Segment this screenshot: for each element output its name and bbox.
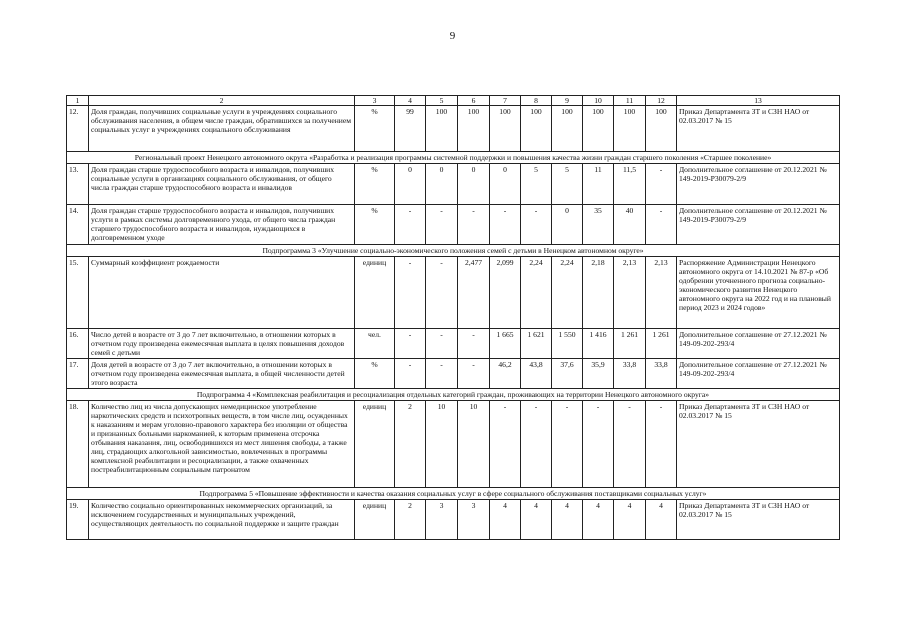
value-cell: - bbox=[583, 401, 614, 488]
unit-cell: единиц bbox=[355, 257, 395, 329]
column-number: 8 bbox=[521, 96, 552, 106]
source-document-cell: Дополнительное соглашение от 20.12.2021 № 149-2019-Р30079-2/9 bbox=[677, 164, 840, 205]
source-document-cell: Дополнительное соглашение от 27.12.2021 № 149-09-202-293/4 bbox=[677, 359, 840, 389]
value-cell: 0 bbox=[552, 205, 583, 245]
value-cell: - bbox=[552, 401, 583, 488]
value-cell: 4 bbox=[490, 500, 521, 540]
value-cell: 46,2 bbox=[490, 359, 521, 389]
value-cell: 2,13 bbox=[614, 257, 646, 329]
value-cell: 3 bbox=[458, 500, 490, 540]
row-number-cell: 12. bbox=[67, 106, 89, 152]
value-cell: - bbox=[521, 401, 552, 488]
table-row bbox=[67, 329, 840, 359]
column-number: 2 bbox=[89, 96, 355, 106]
value-cell: 100 bbox=[426, 106, 458, 152]
table-row bbox=[67, 401, 840, 488]
table-row bbox=[67, 106, 840, 152]
table-header-row bbox=[67, 96, 840, 106]
value-cell: 0 bbox=[458, 164, 490, 205]
value-cell: 33,8 bbox=[646, 359, 677, 389]
value-cell: 100 bbox=[458, 106, 490, 152]
page-number: 9 bbox=[449, 30, 456, 42]
value-cell: - bbox=[458, 359, 490, 389]
section-heading-row bbox=[67, 389, 840, 401]
source-document-cell: Дополнительное соглашение от 20.12.2021 № 149-2019-Р30079-2/9 bbox=[677, 205, 840, 245]
value-cell: 0 bbox=[426, 164, 458, 205]
value-cell: 100 bbox=[646, 106, 677, 152]
value-cell: 3 bbox=[426, 500, 458, 540]
value-cell: 4 bbox=[614, 500, 646, 540]
value-cell: - bbox=[458, 329, 490, 359]
indicator-name-cell: Доля граждан, получивших социальные услуги в учреждениях социального обслуживания населения, в общем числе граждан, обратившихся за получением социальных услуг в учреждениях социального обслуживания bbox=[89, 106, 355, 152]
value-cell: 11 bbox=[583, 164, 614, 205]
value-cell: 100 bbox=[521, 106, 552, 152]
value-cell: 11,5 bbox=[614, 164, 646, 205]
section-heading-row bbox=[67, 488, 840, 500]
unit-cell: % bbox=[355, 359, 395, 389]
section-heading: Региональный проект Ненецкого автономного округа «Разработка и реализация программы системной поддержки и повышения качества жизни граждан старшего поколения «Старшее поколение» bbox=[67, 152, 840, 164]
row-number-cell: 17. bbox=[67, 359, 89, 389]
value-cell: 0 bbox=[395, 164, 426, 205]
indicators-table bbox=[66, 95, 840, 540]
value-cell: - bbox=[426, 329, 458, 359]
row-number-cell: 13. bbox=[67, 164, 89, 205]
value-cell: 10 bbox=[458, 401, 490, 488]
value-cell: 10 bbox=[426, 401, 458, 488]
value-cell: - bbox=[395, 257, 426, 329]
unit-cell: единиц bbox=[355, 500, 395, 540]
value-cell: - bbox=[426, 359, 458, 389]
indicator-name-cell: Количество социально ориентированных некоммерческих организаций, за исключением государственных и муниципальных учреждений, осуществляющих деятельность по социальной поддержке и защите граждан bbox=[89, 500, 355, 540]
unit-cell: % bbox=[355, 106, 395, 152]
value-cell: 2,24 bbox=[521, 257, 552, 329]
source-document-cell: Дополнительное соглашение от 27.12.2021 № 149-09-202-293/4 bbox=[677, 329, 840, 359]
value-cell: 5 bbox=[521, 164, 552, 205]
unit-cell: % bbox=[355, 164, 395, 205]
value-cell: 1 416 bbox=[583, 329, 614, 359]
value-cell: - bbox=[490, 205, 521, 245]
column-number: 12 bbox=[646, 96, 677, 106]
value-cell: - bbox=[426, 205, 458, 245]
value-cell: - bbox=[490, 401, 521, 488]
value-cell: 2,18 bbox=[583, 257, 614, 329]
column-number: 6 bbox=[458, 96, 490, 106]
unit-cell: единиц bbox=[355, 401, 395, 488]
table-row bbox=[67, 359, 840, 389]
section-heading-row bbox=[67, 152, 840, 164]
value-cell: 2,477 bbox=[458, 257, 490, 329]
indicator-name-cell: Доля граждан старше трудоспособного возраста и инвалидов, получивших услуги в рамках системы долговременного ухода, от общего числа граждан старшего трудоспособного возраста и инвалидов, нуждающихся в долговременном уходе bbox=[89, 205, 355, 245]
value-cell: 4 bbox=[583, 500, 614, 540]
unit-cell: чел. bbox=[355, 329, 395, 359]
value-cell: 43,8 bbox=[521, 359, 552, 389]
value-cell: 2,099 bbox=[490, 257, 521, 329]
value-cell: 1 550 bbox=[552, 329, 583, 359]
value-cell: - bbox=[521, 205, 552, 245]
value-cell: 4 bbox=[646, 500, 677, 540]
value-cell: - bbox=[646, 205, 677, 245]
value-cell: - bbox=[646, 164, 677, 205]
column-number: 7 bbox=[490, 96, 521, 106]
column-number: 1 bbox=[67, 96, 89, 106]
value-cell: 40 bbox=[614, 205, 646, 245]
value-cell: 37,6 bbox=[552, 359, 583, 389]
value-cell: 1 261 bbox=[646, 329, 677, 359]
value-cell: - bbox=[395, 205, 426, 245]
column-number: 4 bbox=[395, 96, 426, 106]
value-cell: - bbox=[426, 257, 458, 329]
indicator-name-cell: Доля детей в возрасте от 3 до 7 лет включительно, в отношении которых в отчетном году произведена ежемесячная выплата, в общей численности детей этого возраста bbox=[89, 359, 355, 389]
column-number: 11 bbox=[614, 96, 646, 106]
table-row bbox=[67, 257, 840, 329]
source-document-cell: Приказ Департамента ЗТ и СЗН НАО от 02.03.2017 № 15 bbox=[677, 401, 840, 488]
value-cell: 100 bbox=[583, 106, 614, 152]
value-cell: 1 665 bbox=[490, 329, 521, 359]
value-cell: 1 261 bbox=[614, 329, 646, 359]
row-number-cell: 15. bbox=[67, 257, 89, 329]
table-row bbox=[67, 500, 840, 540]
value-cell: 100 bbox=[490, 106, 521, 152]
value-cell: 35 bbox=[583, 205, 614, 245]
value-cell: 4 bbox=[521, 500, 552, 540]
value-cell: 2 bbox=[395, 500, 426, 540]
value-cell: 99 bbox=[395, 106, 426, 152]
row-number-cell: 18. bbox=[67, 401, 89, 488]
section-heading: Подпрограмма 3 «Улучшение социально-экономического положения семей с детьми в Ненецком автономном округе» bbox=[67, 245, 840, 257]
column-number: 10 bbox=[583, 96, 614, 106]
value-cell: - bbox=[395, 359, 426, 389]
column-number: 5 bbox=[426, 96, 458, 106]
value-cell: 2 bbox=[395, 401, 426, 488]
indicator-name-cell: Количество лиц из числа допускающих немедицинское употребление наркотических средств и психотропных веществ, в том числе лиц, осужденных к наказаниям и мерам уголовно-правового характера без изоляции от общества и признанных больными наркоманией, к которым применена отсрочка отбывания наказания, лиц, освободившихся из мест лишения свободы, а также лиц, страдающих алкогольной зависимостью, вовлеченных в программы комплексной реабилитации и ресоциализации, а также охваченных постреабилитационным социальным патронатом bbox=[89, 401, 355, 488]
value-cell: 1 621 bbox=[521, 329, 552, 359]
section-heading: Подпрограмма 5 «Повышение эффективности и качества оказания социальных услуг в сфере социального обслуживания поставщиками социальных услуг» bbox=[67, 488, 840, 500]
source-document-cell: Приказ Департамента ЗТ и СЗН НАО от 02.03.2017 № 15 bbox=[677, 106, 840, 152]
table-row bbox=[67, 205, 840, 245]
table-row bbox=[67, 164, 840, 205]
source-document-cell: Распоряжение Администрации Ненецкого автономного округа от 14.10.2021 № 87-р «Об одобрении уточненного прогноза социально-экономического развития Ненецкого автономного округа на 2022 год и на плановый период 2023 и 2024 годов» bbox=[677, 257, 840, 329]
value-cell: 5 bbox=[552, 164, 583, 205]
value-cell: 100 bbox=[614, 106, 646, 152]
row-number-cell: 19. bbox=[67, 500, 89, 540]
value-cell: 0 bbox=[490, 164, 521, 205]
column-number: 3 bbox=[355, 96, 395, 106]
value-cell: - bbox=[458, 205, 490, 245]
value-cell: 2,13 bbox=[646, 257, 677, 329]
indicator-name-cell: Доля граждан старше трудоспособного возраста и инвалидов, получивших социальные услуги в организациях социального обслуживания, от общего числа граждан старше трудоспособного возраста и инвалидов bbox=[89, 164, 355, 205]
value-cell: 35,9 bbox=[583, 359, 614, 389]
column-number: 13 bbox=[677, 96, 840, 106]
value-cell: - bbox=[646, 401, 677, 488]
value-cell: 100 bbox=[552, 106, 583, 152]
indicator-name-cell: Число детей в возрасте от 3 до 7 лет включительно, в отношении которых в отчетном году произведена ежемесячная выплата в целях повышения доходов семей с детьми bbox=[89, 329, 355, 359]
value-cell: - bbox=[614, 401, 646, 488]
value-cell: - bbox=[395, 329, 426, 359]
value-cell: 4 bbox=[552, 500, 583, 540]
column-number: 9 bbox=[552, 96, 583, 106]
section-heading-row bbox=[67, 245, 840, 257]
row-number-cell: 16. bbox=[67, 329, 89, 359]
value-cell: 2,24 bbox=[552, 257, 583, 329]
section-heading: Подпрограмма 4 «Комплексная реабилитация и ресоциализация отдельных категорий граждан, проживающих на территории Ненецкого автономного округа» bbox=[67, 389, 840, 401]
indicator-name-cell: Суммарный коэффициент рождаемости bbox=[89, 257, 355, 329]
row-number-cell: 14. bbox=[67, 205, 89, 245]
source-document-cell: Приказ Департамента ЗТ и СЗН НАО от 02.03.2017 № 15 bbox=[677, 500, 840, 540]
unit-cell: % bbox=[355, 205, 395, 245]
value-cell: 33,8 bbox=[614, 359, 646, 389]
